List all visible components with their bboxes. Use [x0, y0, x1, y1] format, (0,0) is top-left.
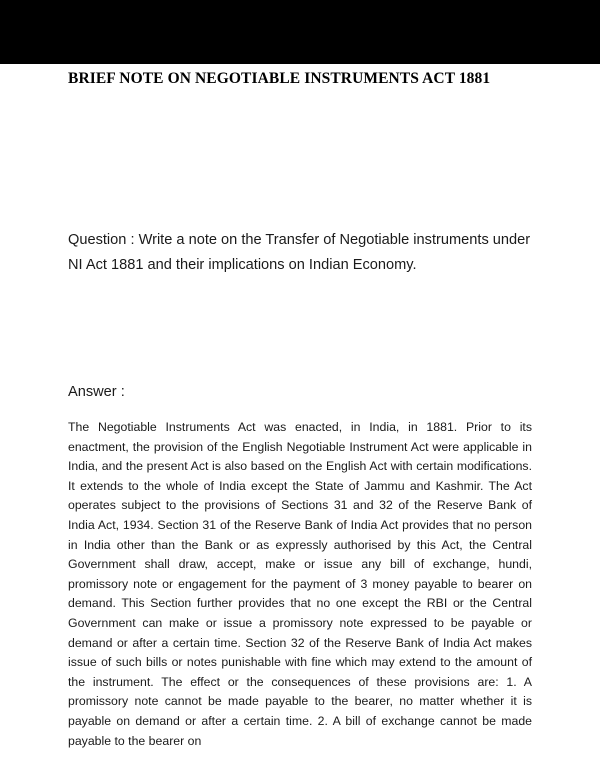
answer-heading: Answer :: [68, 384, 125, 400]
document-title-band: [68, 64, 532, 93]
answer-body-text: The Negotiable Instruments Act was enacted, in India, in 1881. Prior to its enactment, the provision of the English Negotiable Instrument Act were applicable in India, and the present Act is also based on the English Act with certain modifications. It extends to the whole of India except the State of Jammu and Kashmir. The Act operates subject to the provisions of Sections 31 and 32 of the Reserve Bank of India Act, 1934. Section 31 of the Reserve Bank of India Act provides that no person in India other than the Bank or as expressly authorised by this Act, the Central Government shall draw, accept, make or issue any bill of exchange, hundi, promissory note or engagement for the payment of 3 money payable to bearer on demand. This Section further provides that no one except the RBI or the Central Government can make or issue a promissory note expressed to be payable or demand or after a certain time. Section 32 of the Reserve Bank of India Act makes issue of such bills or notes punishable with fine which may extend to the amount of the instrument. The effect or the consequences of these provisions are: 1. A promissory note cannot be made payable to the bearer, no matter whether it is payable on demand or after a certain time. 2. A bill of exchange cannot be made payable to the bearer on: [68, 420, 532, 748]
page-top-mask: [0, 0, 600, 64]
document-title: BRIEF NOTE ON NEGOTIABLE INSTRUMENTS ACT 1881: [68, 69, 491, 87]
question-heading: Question : Write a note on the Transfer of Negotiable instruments under NI Act 1881 and their implications on Indian Economy.: [68, 232, 531, 273]
question-block: [68, 228, 532, 278]
